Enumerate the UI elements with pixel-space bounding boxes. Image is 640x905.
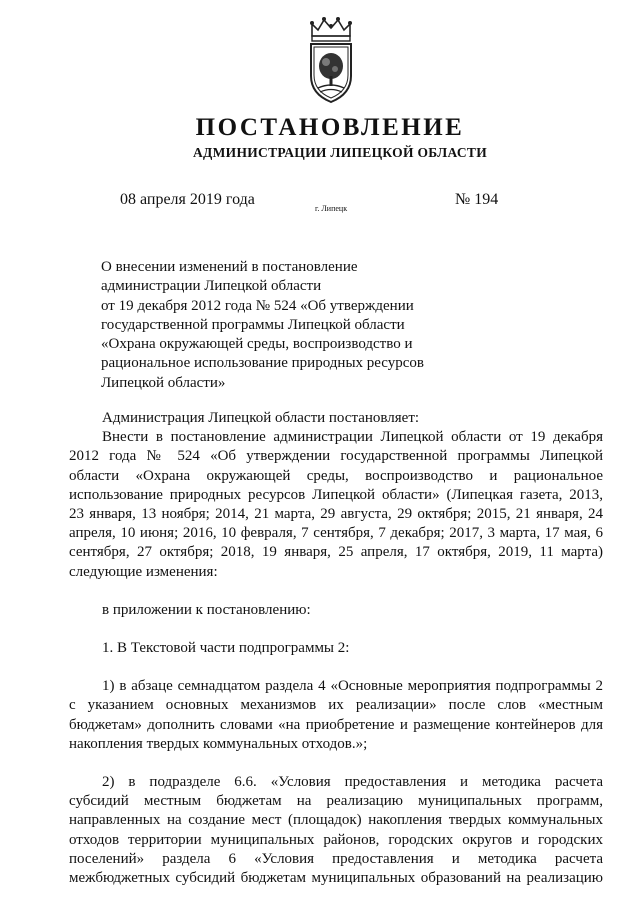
- document-subtitle: АДМИНИСТРАЦИИ ЛИПЕЦКОЙ ОБЛАСТИ: [192, 145, 488, 160]
- heading-line: О внесении изменений в постановление: [101, 259, 358, 275]
- body-line: 23 января, 13 ноября; 2014, 21 марта, 29 августа, 29 октября; 2015, 21 января, 24: [69, 506, 603, 523]
- document-city: г. Липецк: [315, 204, 348, 213]
- heading-line: «Охрана окружающей среды, воспроизводство и: [101, 336, 413, 353]
- item-1: 1. В Текстовой части подпрограммы 2:: [102, 640, 350, 657]
- body-line: отходов территории муниципальных районов, городских округов и городских: [69, 831, 603, 848]
- document-date: 08 апреля 2019 года: [120, 191, 255, 208]
- body-line: межбюджетных субсидий бюджетам муниципальных образований на реализацию: [69, 870, 603, 887]
- body-line: сентября, 27 октября; 2018, 19 января, 25 апреля, 17 октября, 2019, 11 марта): [69, 544, 603, 561]
- body-line: направленных на создание мест (площадок) накопления твердых коммунальных: [69, 812, 603, 829]
- heading-line: Липецкой области»: [101, 374, 226, 391]
- heading-line: от 19 декабря 2012 года № 524 «Об утверждении: [101, 297, 414, 314]
- document-body: [69, 409, 603, 888]
- body-line: субсидий местным бюджетам на реализацию муниципальных программ,: [69, 793, 603, 810]
- body-line: следующие изменения:: [69, 563, 218, 580]
- body-line: 1) в абзаце семнадцатом раздела 4 «Основные мероприятия подпрограммы 2: [102, 678, 603, 695]
- coat-of-arms-icon: [304, 14, 358, 106]
- body-line: поселений» раздела 6 «Условия предоставления и методика расчета: [69, 850, 603, 867]
- heading-line: государственной программы Липецкой области: [101, 316, 405, 333]
- decree-line: Администрация Липецкой области постановляет:: [102, 410, 420, 426]
- body-line: апреля, 10 июня; 2016, 10 февраля, 7 сентября, 7 декабря; 2017, 3 марта, 17 мая, 6: [69, 525, 603, 542]
- body-line: Внести в постановление администрации Липецкой области от 19 декабря: [102, 429, 603, 446]
- body-line: области «Охрана окружающей среды, воспроизводство и рациональное: [69, 467, 603, 484]
- body-line: накопления твердых коммунальных отходов.»;: [69, 735, 368, 752]
- body-line: с указанием основных механизмов их реализации» после слов «местным: [69, 697, 603, 714]
- document-heading: [101, 258, 441, 393]
- body-line: 2) в подразделе 6.6. «Условия предоставления и методика расчета: [102, 774, 603, 791]
- appendix-line: в приложении к постановлению:: [102, 601, 311, 618]
- heading-line: рациональное использование природных ресурсов: [101, 355, 424, 372]
- heading-line: администрации Липецкой области: [101, 278, 322, 295]
- body-line: 2012 года № 524 «Об утверждении государственной программы Липецкой: [69, 448, 603, 465]
- document-title: ПОСТАНОВЛЕНИЕ: [195, 114, 465, 141]
- body-line: использование природных ресурсов Липецкой области» (Липецкая газета, 2013,: [69, 486, 603, 503]
- body-line: бюджетам» дополнить словами «на приобретение и размещение контейнеров для: [69, 716, 603, 733]
- document-number: № 194: [455, 191, 499, 208]
